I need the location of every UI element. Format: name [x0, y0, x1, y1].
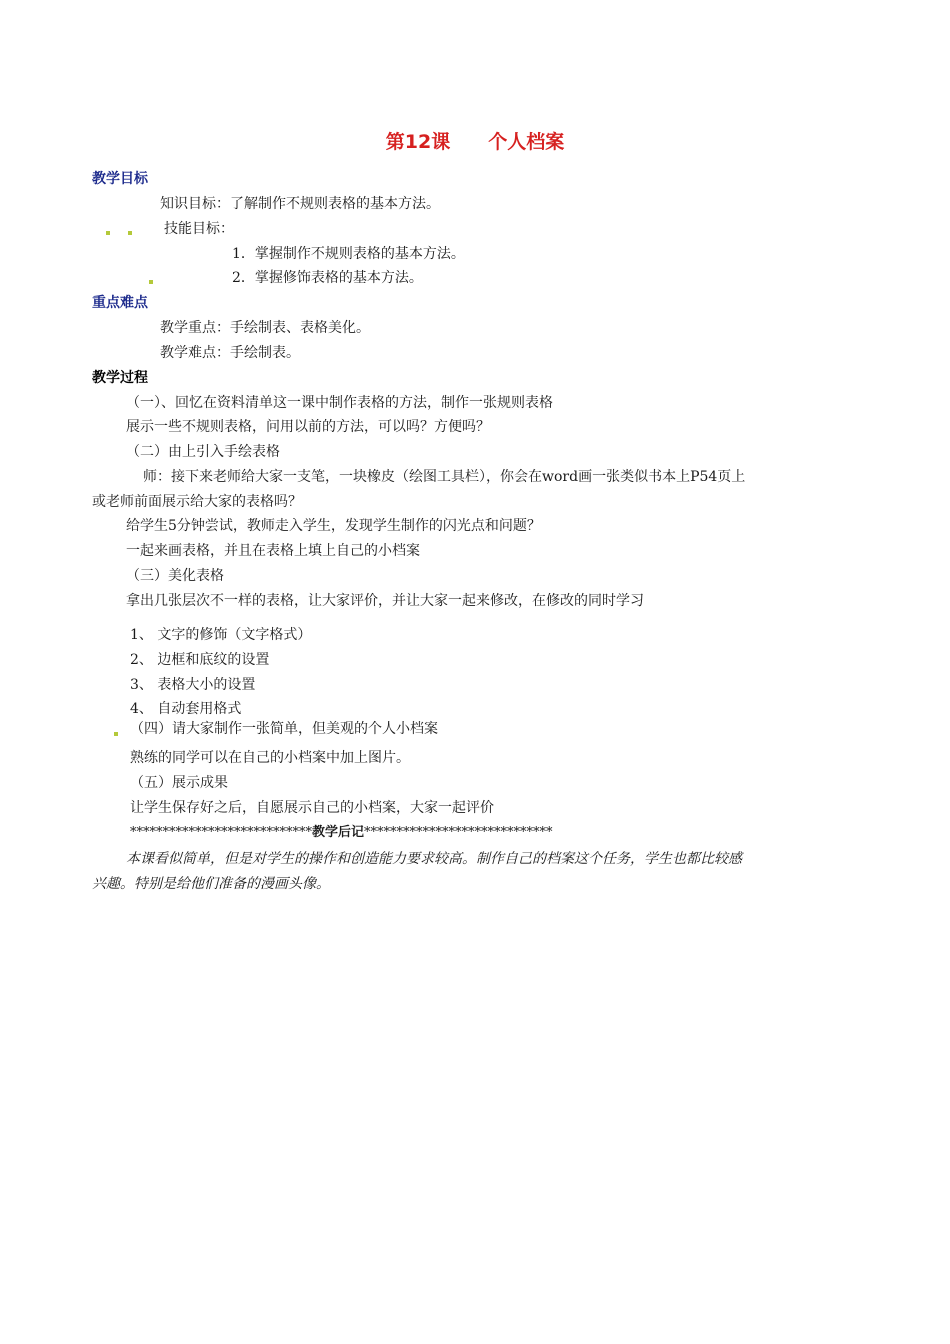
decorative-mark — [106, 231, 110, 235]
process-paragraph: 展示一些不规则表格，问用以前的方法，可以吗？方便吗？ — [126, 419, 490, 435]
process-paragraph: 一起来画表格，并且在表格上填上自己的小档案 — [126, 543, 420, 559]
process-step-5: （五）展示成果 — [130, 775, 228, 791]
process-step-4: （四）请大家制作一张简单，但美观的个人小档案 — [130, 721, 438, 737]
focus-heading: 重点难点 — [92, 295, 148, 311]
process-paragraph: 熟练的同学可以在自己的小档案中加上图片。 — [130, 750, 410, 766]
process-paragraph: 给学生5分钟尝试，教师走入学生，发现学生制作的闪光点和问题？ — [126, 518, 541, 534]
process-paragraph: 让学生保存好之后，自愿展示自己的小档案，大家一起评价 — [130, 800, 494, 816]
stars-right: ***************************** — [364, 825, 553, 840]
decorative-mark — [114, 732, 118, 736]
page-title — [0, 128, 950, 156]
process-paragraph: 拿出几张层次不一样的表格，让大家评价，并让大家一起来修改，在修改的同时学习 — [126, 593, 644, 609]
list-item: 4、 自动套用格式 — [130, 701, 242, 717]
list-item: 2、 边框和底纹的设置 — [130, 652, 270, 668]
knowledge-goal: 知识目标：了解制作不规则表格的基本方法。 — [160, 196, 440, 212]
key-point: 教学重点：手绘制表、表格美化。 — [160, 320, 370, 336]
process-paragraph: 或老师前面展示给大家的表格吗？ — [92, 494, 302, 510]
decorative-mark — [128, 231, 132, 235]
list-item: 1、 文字的修饰（文字格式） — [130, 627, 312, 643]
process-step-2: （二）由上引入手绘表格 — [126, 444, 280, 460]
list-item: 3、 表格大小的设置 — [130, 677, 256, 693]
decorative-mark — [149, 280, 153, 284]
postscript-label: 教学后记 — [312, 825, 365, 840]
goals-heading: 教学目标 — [92, 171, 148, 187]
skill-goal-1: 1．掌握制作不规则表格的基本方法。 — [232, 246, 465, 262]
skill-goal: 技能目标： — [164, 221, 234, 237]
skill-goal-2: 2．掌握修饰表格的基本方法。 — [232, 270, 423, 286]
postscript-text: 兴趣。特别是给他们准备的漫画头像。 — [92, 876, 330, 892]
postscript-text: 本课看似简单，但是对学生的操作和创造能力要求较高。制作自己的档案这个任务，学生也都比较感 — [126, 851, 742, 867]
postscript-heading — [130, 823, 553, 843]
lesson-number: 第12课 — [385, 131, 451, 153]
lesson-name: 个人档案 — [488, 131, 565, 153]
process-step-3: （三）美化表格 — [126, 568, 224, 584]
process-paragraph: 师：接下来老师给大家一支笔，一块橡皮（绘图工具栏），你会在word画一张类似书本上P54页上 — [143, 469, 746, 485]
process-step-1: （一）、回忆在资料清单这一课中制作表格的方法，制作一张规则表格 — [126, 395, 553, 411]
stars-left: **************************** — [130, 825, 312, 840]
process-heading: 教学过程 — [92, 370, 148, 386]
difficulty-point: 教学难点：手绘制表。 — [160, 345, 300, 361]
